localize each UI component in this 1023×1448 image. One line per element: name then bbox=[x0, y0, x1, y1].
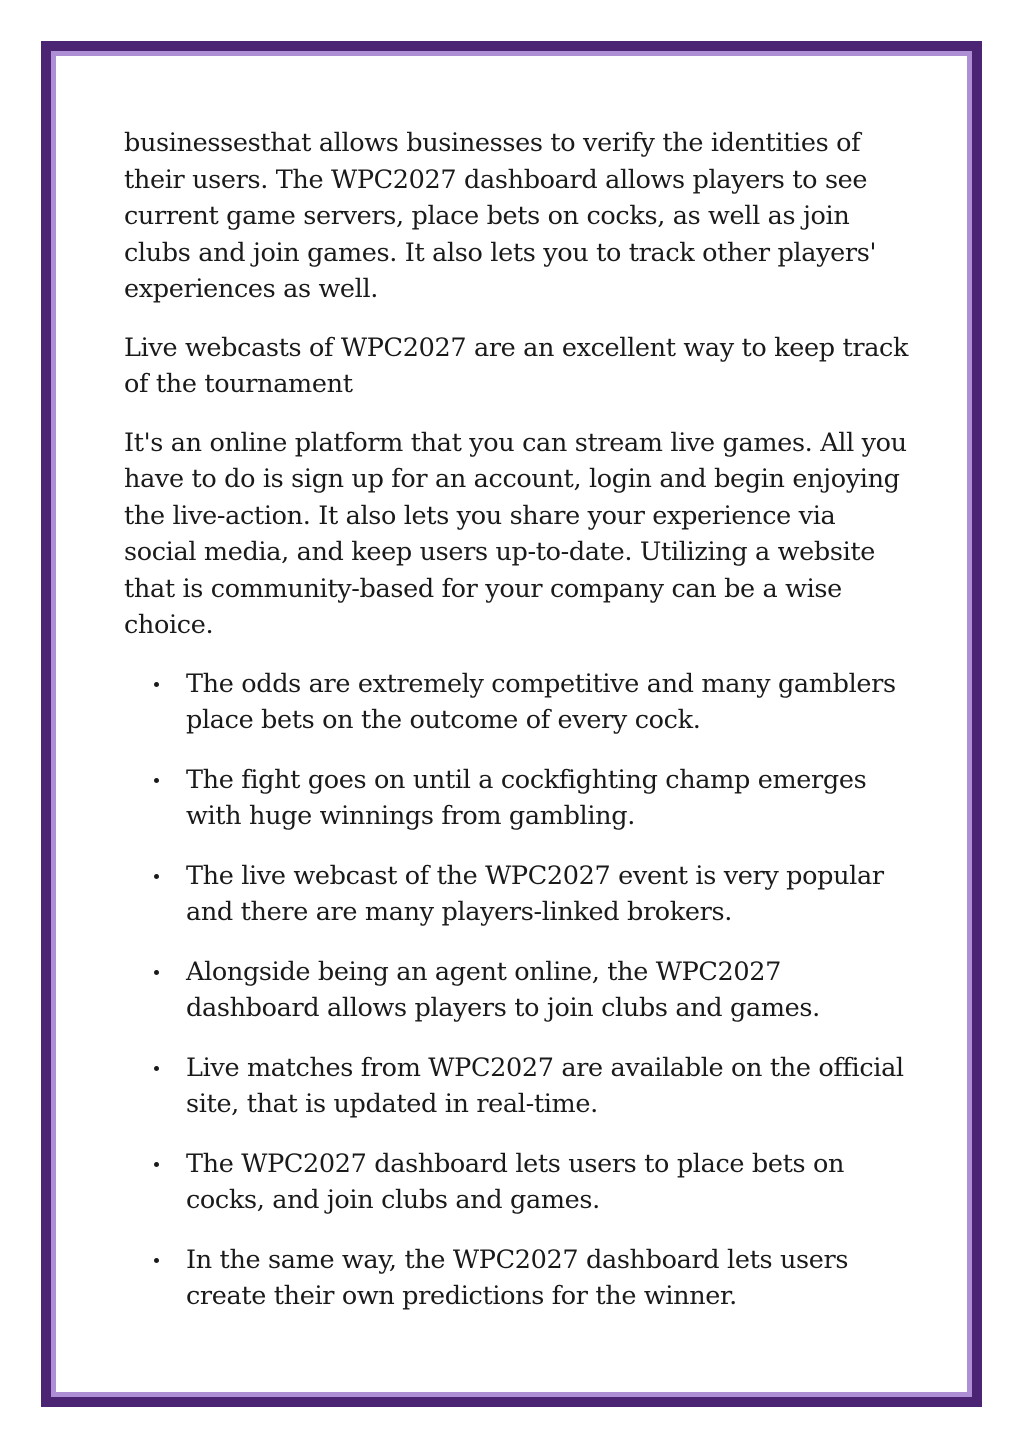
list-item bbox=[124, 1050, 914, 1123]
list-item bbox=[124, 954, 914, 1027]
list-item bbox=[124, 666, 914, 739]
bullet-icon bbox=[154, 1258, 159, 1263]
list-item-text: In the same way, the WPC2027 dashboard lets users create their own predictions for the winner. bbox=[186, 1244, 849, 1311]
bullet-icon bbox=[154, 970, 159, 975]
list-item bbox=[124, 1146, 914, 1219]
list-item-text: The fight goes on until a cockfighting champ emerges with huge winnings from gambling. bbox=[186, 764, 867, 831]
list-item bbox=[124, 858, 914, 931]
bullet-icon bbox=[154, 874, 159, 879]
list-item-text: The WPC2027 dashboard lets users to place bets on cocks, and join clubs and games. bbox=[186, 1148, 845, 1215]
paragraph-live-webcasts: Live webcasts of WPC2027 are an excellent way to keep track of the tournament bbox=[124, 332, 909, 399]
list-item-text: The odds are extremely competitive and many gamblers place bets on the outcome of every cock. bbox=[186, 668, 896, 735]
paragraph-online-platform: It's an online platform that you can stream live games. All you have to do is sign up for an account, login and begin enjoying the live-action. It also lets you share your experience via social media, and keep users up-to-date. Utilizing a website that is community-based for your company can be a wise choice. bbox=[124, 427, 907, 640]
paragraph-verification: businessesthat allows businesses to verify the identities of their users. The WPC2027 dashboard allows players to see current game servers, place bets on cocks, as well as join clubs and join games. It also lets you to track other players' experiences as well. bbox=[124, 128, 877, 304]
bullet-icon bbox=[154, 682, 159, 687]
list-item-text: Live matches from WPC2027 are available on the official site, that is updated in real-time. bbox=[186, 1052, 904, 1119]
bullet-icon bbox=[154, 778, 159, 783]
list-item-text: Alongside being an agent online, the WPC2027 dashboard allows players to join clubs and games. bbox=[186, 956, 820, 1023]
list-item-text: The live webcast of the WPC2027 event is very popular and there are many players-linked brokers. bbox=[186, 860, 884, 927]
document-body bbox=[124, 125, 914, 1338]
bullet-list bbox=[124, 666, 914, 1315]
list-item bbox=[124, 1242, 914, 1315]
bullet-icon bbox=[154, 1066, 159, 1071]
bullet-icon bbox=[154, 1162, 159, 1167]
list-item bbox=[124, 762, 914, 835]
